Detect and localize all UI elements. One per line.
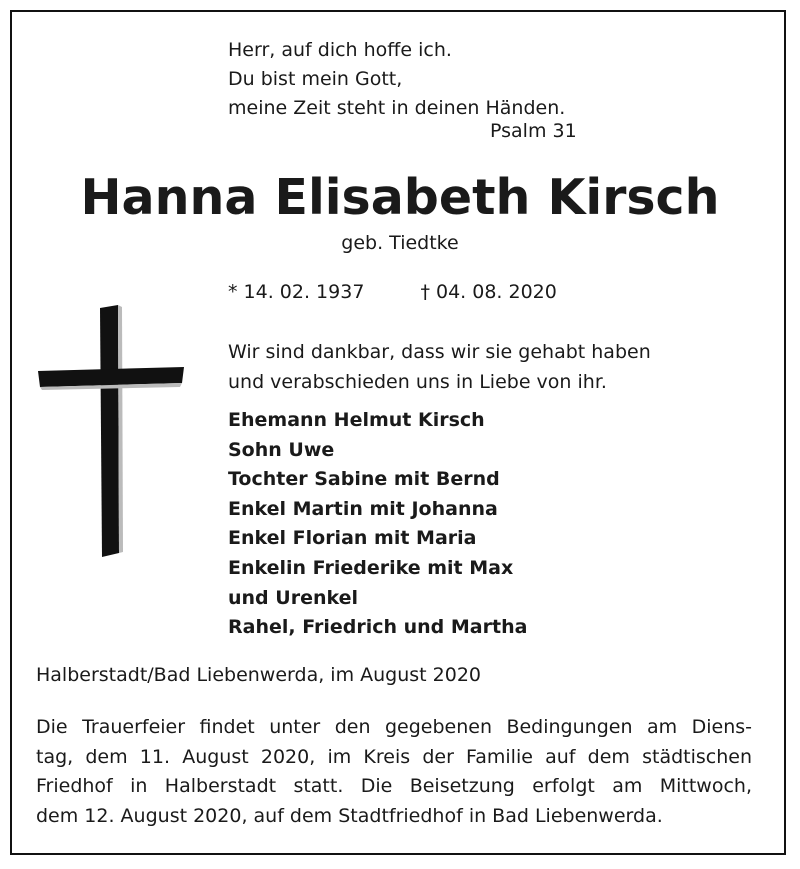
- place-and-date: Halberstadt/Bad Liebenwerda, im August 2020: [36, 664, 481, 686]
- service-line-2: tag, dem 11. August 2020, im Kreis der Familie auf dem städtischen: [36, 745, 752, 768]
- death-date: † 04. 08. 2020: [420, 281, 557, 303]
- verse-source: Psalm 31: [490, 120, 577, 142]
- mourners-list: [228, 406, 527, 643]
- mourner-8: Rahel, Friedrich und Martha: [228, 616, 528, 639]
- mourner-6: Enkelin Friederike mit Max: [228, 556, 514, 579]
- mourner-2: Sohn Uwe: [228, 438, 335, 461]
- verse-line-3: meine Zeit steht in deinen Händen.: [228, 97, 566, 119]
- verse-line-2: Du bist mein Gott,: [228, 68, 403, 90]
- cross-icon: [36, 305, 188, 557]
- bible-verse: [228, 36, 565, 123]
- mourner-7: und Urenkel: [228, 586, 359, 609]
- verse-line-1: Herr, auf dich hoffe ich.: [228, 39, 452, 61]
- mourner-1: Ehemann Helmut Kirsch: [228, 409, 485, 431]
- service-line-1: Die Trauerfeier findet unter den gegebenen Bedingungen am Diens-: [36, 716, 752, 738]
- service-line-3: Friedhof in Halberstadt statt. Die Beisetzung erfolgt am Mittwoch,: [36, 775, 752, 797]
- life-dates: [228, 281, 557, 303]
- service-line-4: dem 12. August 2020, auf dem Stadtfriedhof in Bad Liebenwerda.: [36, 804, 663, 827]
- thanks-line-2: und verabschieden uns in Liebe von ihr.: [228, 371, 607, 393]
- mourner-4: Enkel Martin mit Johanna: [228, 497, 498, 520]
- thanks-line-1: Wir sind dankbar, dass wir sie gehabt haben: [228, 341, 651, 363]
- funeral-service-info: [36, 713, 752, 831]
- thanks-text: [228, 337, 651, 397]
- mourner-5: Enkel Florian mit Maria: [228, 527, 477, 550]
- mourner-3: Tochter Sabine mit Bernd: [228, 468, 500, 491]
- maiden-name: geb. Tiedtke: [341, 232, 459, 254]
- deceased-name: Hanna Elisabeth Kirsch: [80, 169, 720, 226]
- birth-date: * 14. 02. 1937: [228, 281, 365, 303]
